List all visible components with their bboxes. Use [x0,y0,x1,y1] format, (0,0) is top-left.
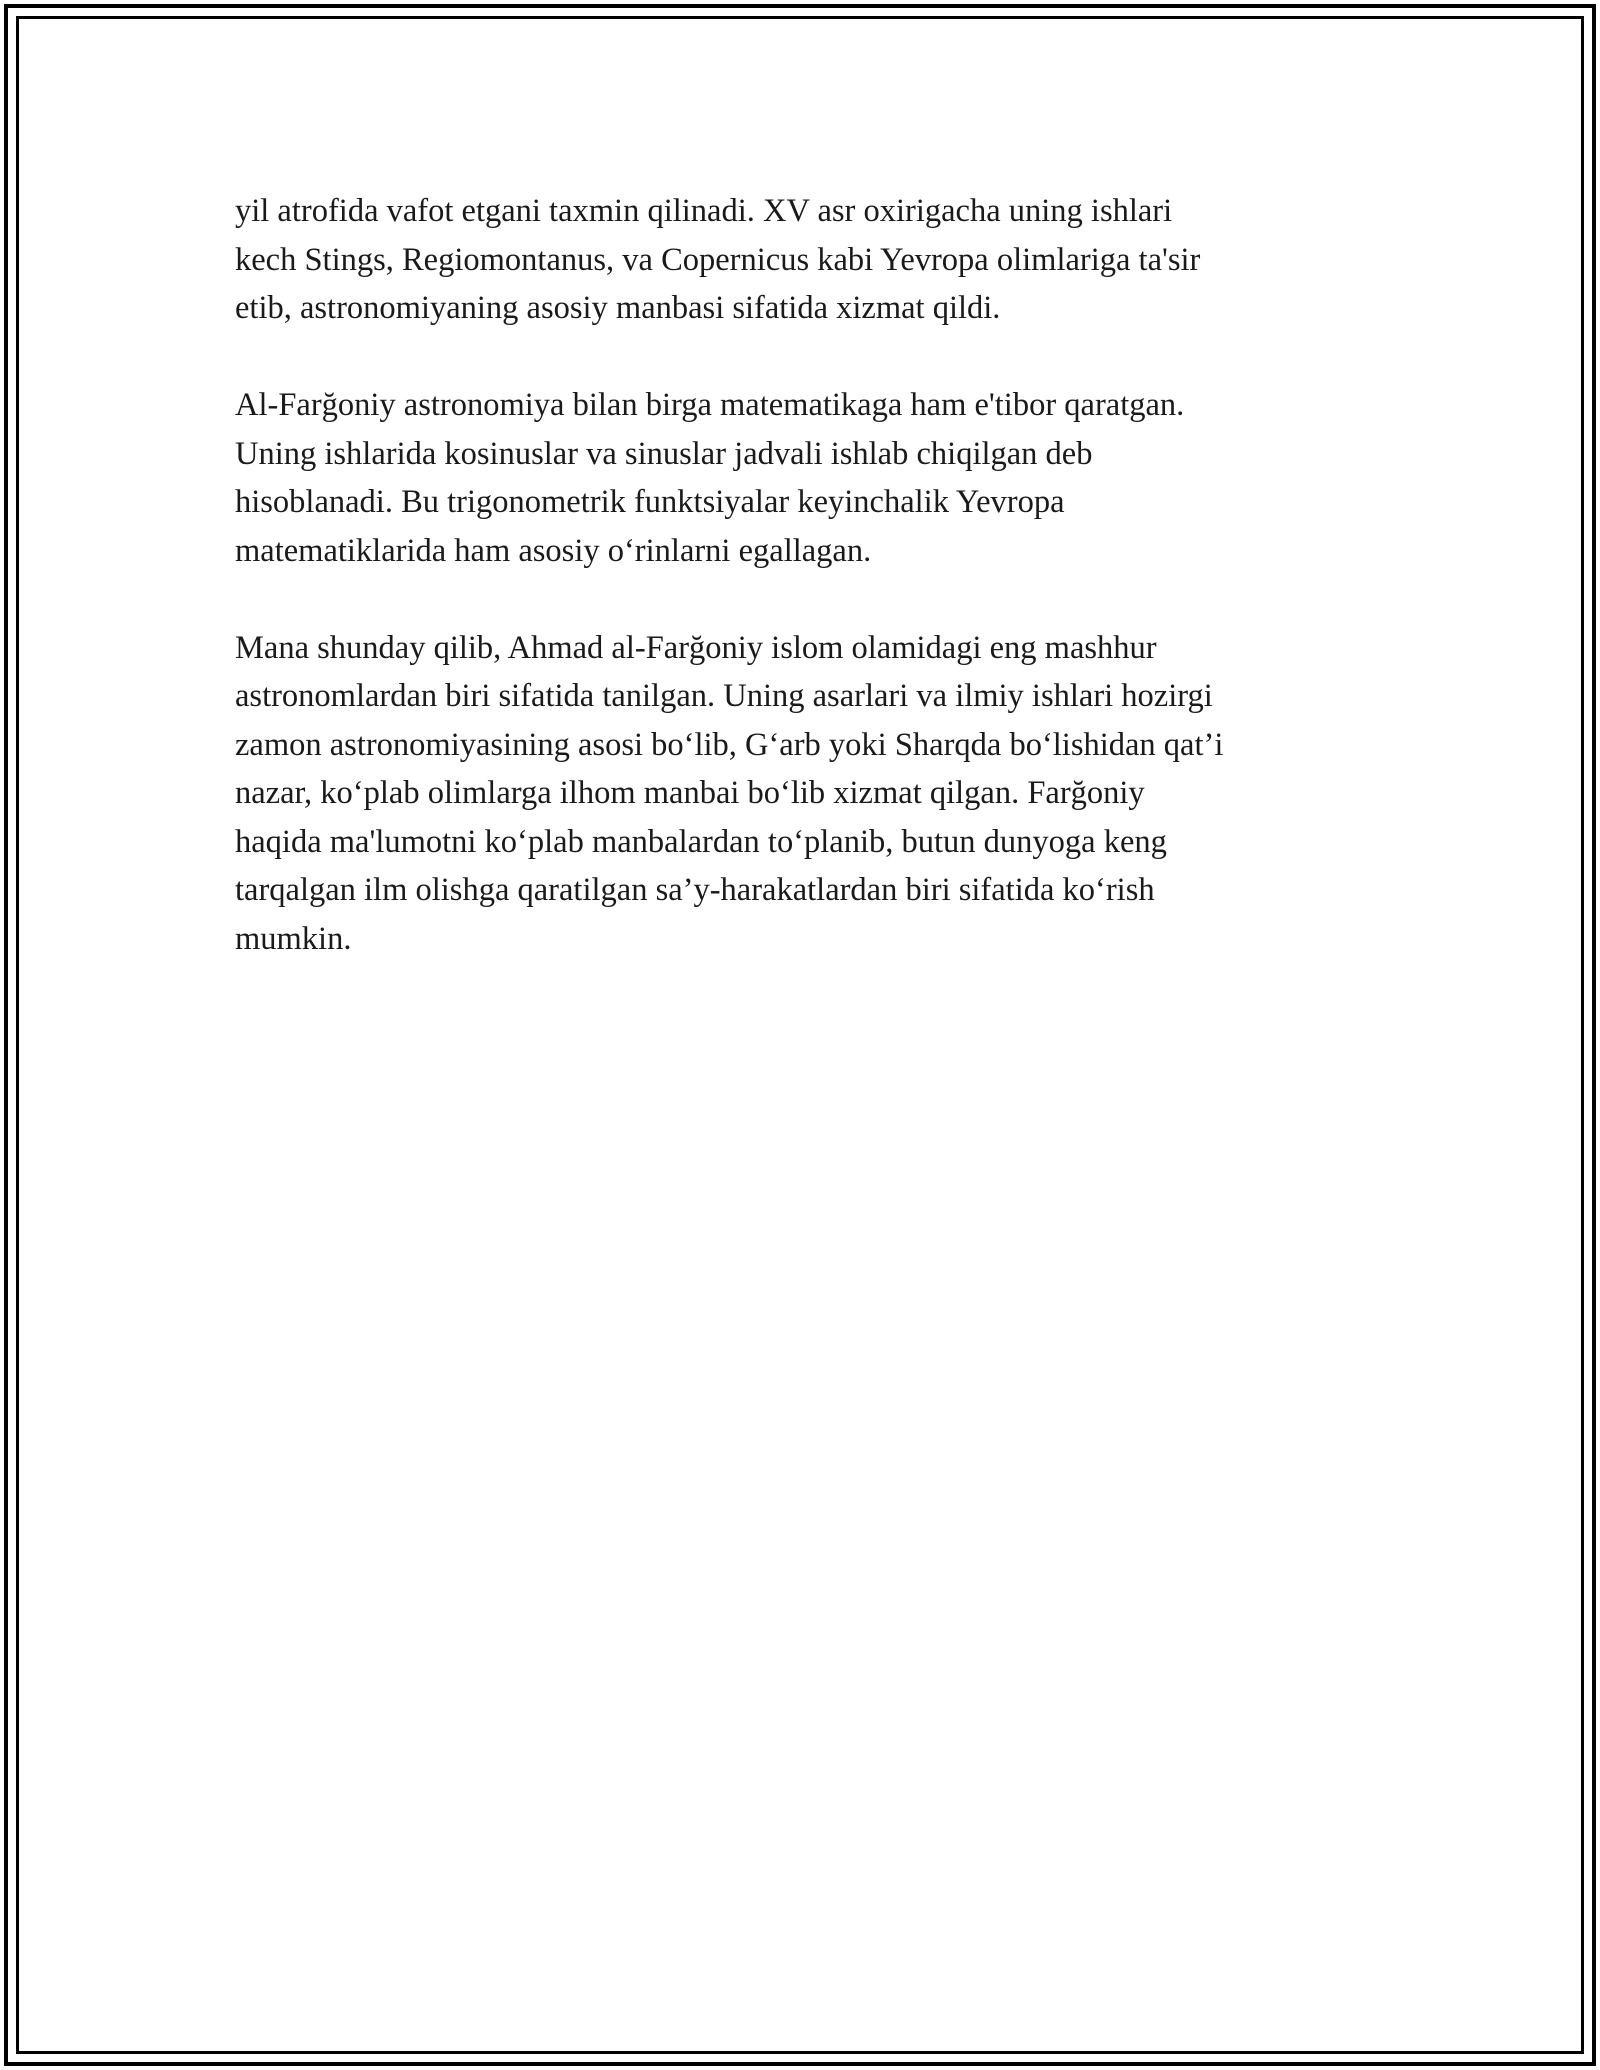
paragraph-1 [235,187,1365,333]
text-line: Mana shunday qilib, Ahmad al-Farğoniy islom olamidagi eng mashhur [235,629,1157,666]
document-body [235,187,1365,1012]
text-line: Uning ishlarida kosinuslar va sinuslar jadvali ishlab chiqilgan deb [235,435,1093,472]
text-line: Al-Farğoniy astronomiya bilan birga matematikaga ham e'tibor qaratgan. [235,387,1185,423]
text-line: hisoblanadi. Bu trigonometrik funktsiyalar keyinchalik Yevropa [235,484,1065,520]
text-line: astronomlardan biri sifatida tanilgan. Uning asarlari va ilmiy ishlari hozirgi [235,678,1213,714]
text-line: etib, astronomiyaning asosiy manbasi sifatida xizmat qildi. [235,290,1001,326]
text-line: zamon astronomiyasining asosi bo‘lib, G‘arb yoki Sharqda bo‘lishidan qat’i [235,726,1224,763]
text-line: matematiklarida ham asosiy o‘rinlarni egallagan. [235,532,872,569]
text-line: mumkin. [235,920,352,957]
paragraph-3 [235,624,1365,964]
text-line: kech Stings, Regiomontanus, va Copernicus kabi Yevropa olimlariga ta'sir [235,241,1201,278]
text-line: nazar, ko‘plab olimlarga ilhom manbai bo‘lib xizmat qilgan. Farğoniy [235,775,1145,811]
text-line: yil atrofida vafot etgani taxmin qilinadi. XV asr oxirigacha uning ishlari [235,193,1173,229]
paragraph-2 [235,381,1365,575]
text-line: tarqalgan ilm olishga qaratilgan sa’y-harakatlardan biri sifatida ko‘rish [235,872,1155,908]
text-line: haqida ma'lumotni ko‘plab manbalardan to‘planib, butun dunyoga keng [235,823,1167,860]
